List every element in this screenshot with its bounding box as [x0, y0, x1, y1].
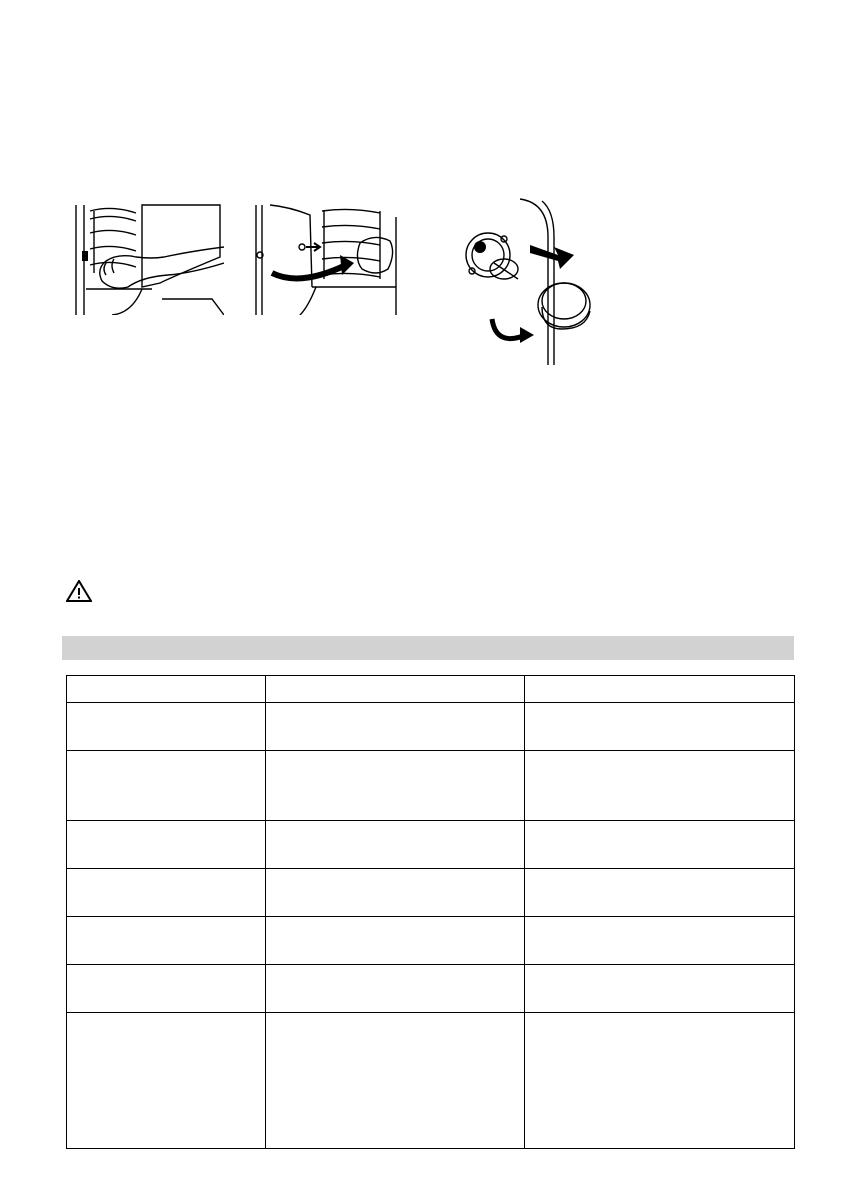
- table-cell: [525, 869, 795, 917]
- table-cell: [525, 965, 795, 1013]
- section-header-bar: [62, 636, 794, 660]
- table-cell: [525, 751, 795, 821]
- table-cell: [525, 917, 795, 965]
- table-cell: [266, 917, 525, 965]
- table-cell: [266, 1013, 525, 1149]
- table-cell: [266, 703, 525, 751]
- table-row: [67, 703, 795, 751]
- table-cell: [525, 821, 795, 869]
- table-row: [67, 917, 795, 965]
- table-cell: [266, 869, 525, 917]
- table-row: [67, 965, 795, 1013]
- table-header-cell: [67, 676, 266, 703]
- table-header-cell: [525, 676, 795, 703]
- table-cell: [67, 703, 266, 751]
- table-row: [67, 821, 795, 869]
- table-cell: [525, 1013, 795, 1149]
- table-cell: [266, 965, 525, 1013]
- warning-triangle-icon: [66, 580, 92, 602]
- table-row: [67, 751, 795, 821]
- table-row: [67, 869, 795, 917]
- table-cell: [67, 869, 266, 917]
- table-cell: [266, 821, 525, 869]
- shelf-rail-insertion-illustration: [250, 203, 398, 315]
- table-cell: [67, 1013, 266, 1149]
- table-cell: [67, 821, 266, 869]
- shelf-rail-removal-illustration: [72, 203, 224, 315]
- table-cell: [266, 751, 525, 821]
- table-row: [67, 1013, 795, 1149]
- troubleshooting-table: [66, 675, 795, 1149]
- table-header-row: [67, 676, 795, 703]
- table-cell: [525, 703, 795, 751]
- table-cell: [67, 965, 266, 1013]
- table-cell: [67, 751, 266, 821]
- oven-lamp-replacement-illustration: [450, 197, 600, 365]
- table-cell: [67, 917, 266, 965]
- table-header-cell: [266, 676, 525, 703]
